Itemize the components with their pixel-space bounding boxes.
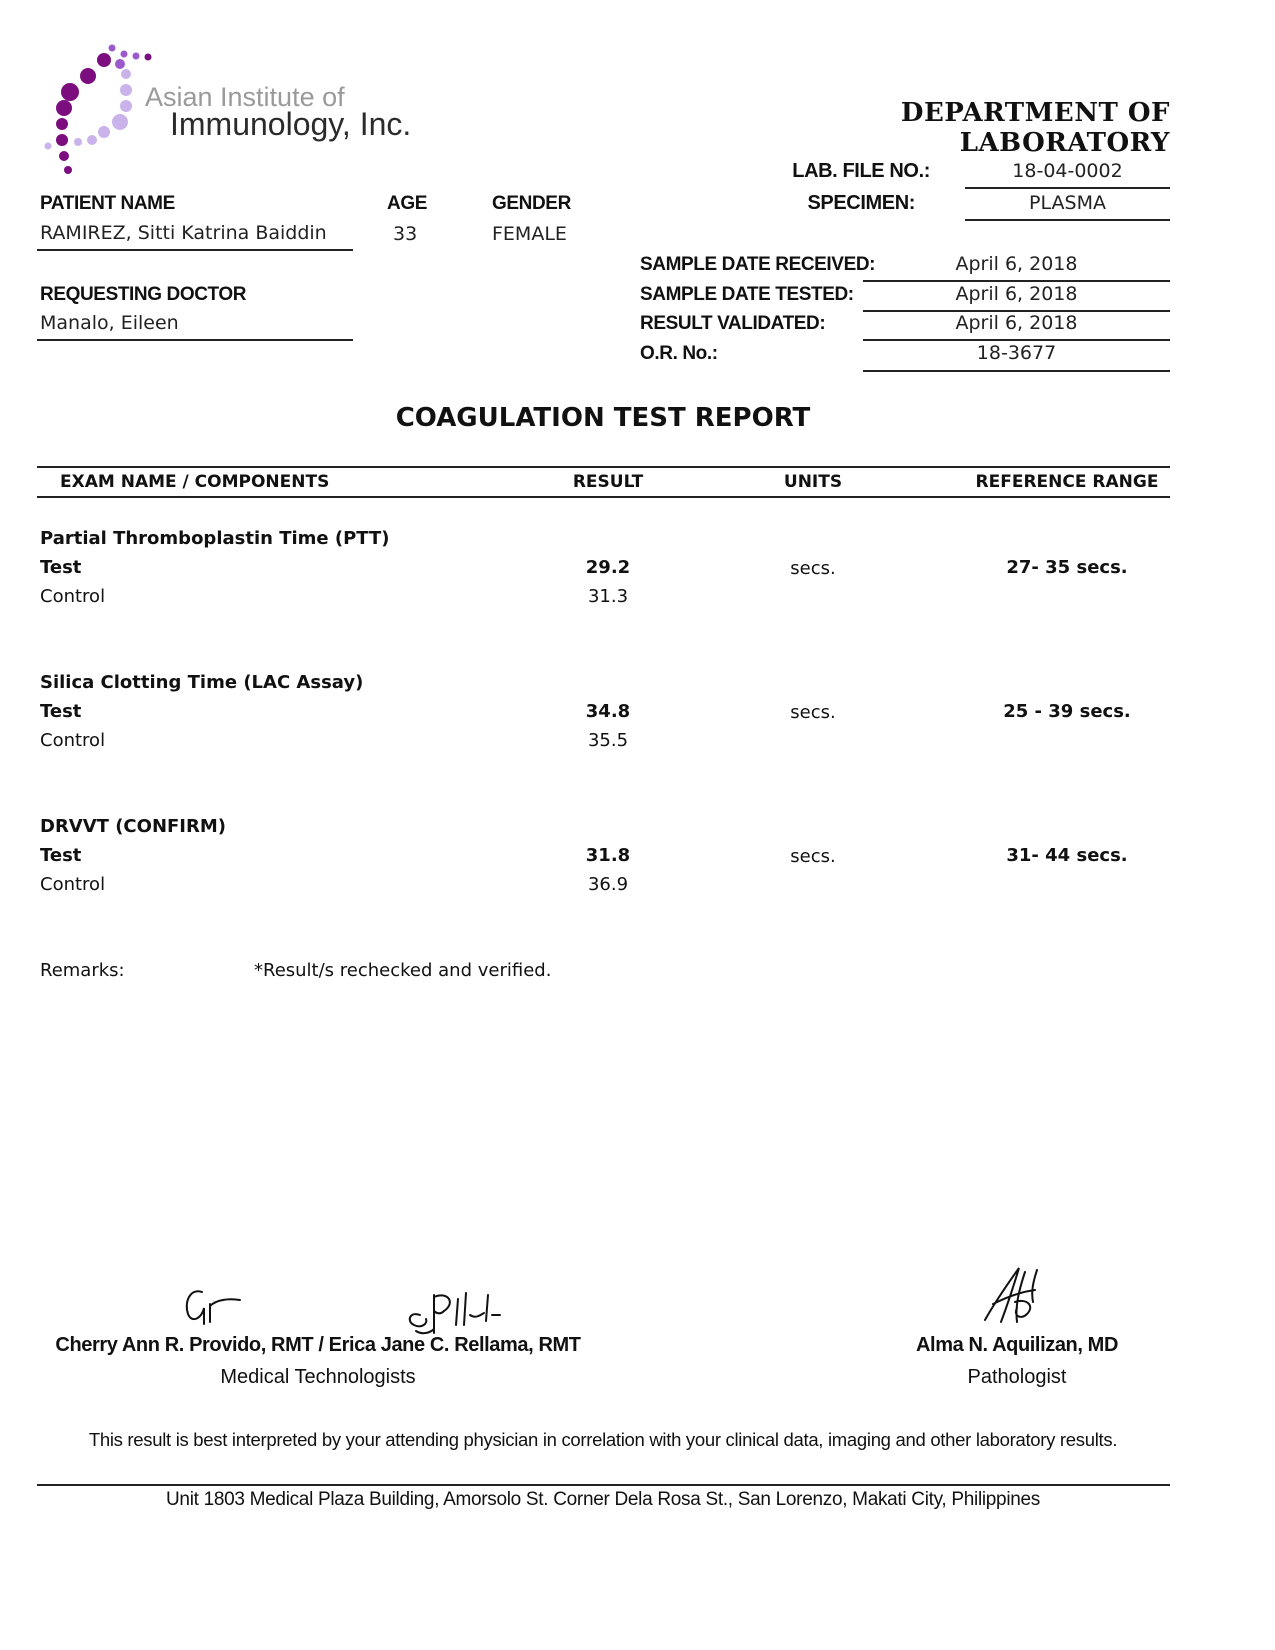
or-value: 18-3677 (863, 342, 1170, 372)
patient-name-label: PATIENT NAME (40, 193, 175, 214)
test-result: 31.8 (585, 845, 631, 866)
gender-label: GENDER (492, 193, 571, 214)
report-title: COAGULATION TEST REPORT (395, 403, 811, 433)
age-value: 33 (393, 223, 418, 245)
age-label: AGE (387, 193, 427, 214)
header-units: UNITS (783, 472, 843, 492)
control-result: 35.5 (587, 730, 629, 751)
exam-name: DRVVT (CONFIRM) (40, 816, 227, 837)
reference-range: 25 - 39 secs. (1003, 701, 1131, 722)
medtech-names: Cherry Ann R. Provido, RMT / Erica Jane C. Rellama, RMT (55, 1334, 581, 1356)
control-result: 31.3 (587, 586, 629, 607)
table-row (40, 816, 1170, 906)
control-label: Control (40, 586, 106, 607)
test-units: secs. (790, 702, 836, 723)
table-row (40, 672, 1170, 762)
test-result: 34.8 (585, 701, 631, 722)
gender-value: FEMALE (492, 223, 567, 245)
footer-address: Unit 1803 Medical Plaza Building, Amorsolo St. Corner Dela Rosa St., San Lorenzo, Makati City, Philippines (166, 1489, 1040, 1510)
logo-line-2: Immunology, Inc. (170, 106, 412, 142)
doctor-label: REQUESTING DOCTOR (40, 284, 247, 305)
patient-name-value: RAMIREZ, Sitti Katrina Baiddin (37, 222, 353, 251)
pathologist-signature (975, 1262, 1055, 1332)
pathologist-title: Pathologist (967, 1366, 1067, 1388)
doctor-value: Manalo, Eileen (37, 312, 353, 341)
disclaimer: This result is best interpreted by your attending physician in correlation with your clinical data, imaging and other laboratory results. (88, 1429, 1118, 1450)
exam-name: Silica Clotting Time (LAC Assay) (40, 672, 364, 693)
header-exam: EXAM NAME / COMPONENTS (60, 472, 330, 492)
specimen-value: PLASMA (965, 192, 1170, 221)
lab-file-label: LAB. FILE NO.: (792, 160, 930, 182)
test-units: secs. (790, 846, 836, 867)
table-row (40, 528, 1170, 618)
pathologist-name: Alma N. Aquilizan, MD (916, 1334, 1118, 1356)
exam-name: Partial Thromboplastin Time (PTT) (40, 528, 390, 549)
lab-file-value: 18-04-0002 (965, 160, 1170, 189)
control-label: Control (40, 730, 106, 751)
tested-label: SAMPLE DATE TESTED: (640, 284, 854, 305)
test-result: 29.2 (585, 557, 631, 578)
test-label: Test (40, 557, 82, 578)
header-result: RESULT (572, 472, 644, 492)
validated-label: RESULT VALIDATED: (640, 313, 826, 334)
control-result: 36.9 (587, 874, 629, 895)
department-title: DEPARTMENT OF LABORATORY (900, 98, 1170, 158)
remarks-label: Remarks: (40, 960, 125, 981)
logo (40, 40, 440, 180)
reference-range: 27- 35 secs. (1006, 557, 1128, 578)
footer-divider (37, 1484, 1170, 1486)
specimen-label: SPECIMEN: (807, 192, 915, 214)
test-units: secs. (790, 558, 836, 579)
medtech-signature-1 (180, 1284, 260, 1334)
validated-value: April 6, 2018 (863, 312, 1170, 341)
medtech-title: Medical Technologists (220, 1366, 416, 1388)
control-label: Control (40, 874, 106, 895)
header-range: REFERENCE RANGE (975, 472, 1159, 492)
received-label: SAMPLE DATE RECEIVED: (640, 254, 876, 275)
or-label: O.R. No.: (640, 343, 718, 364)
medtech-signature-2 (400, 1285, 510, 1340)
table-header (37, 466, 1170, 498)
tested-value: April 6, 2018 (863, 283, 1170, 312)
test-label: Test (40, 701, 82, 722)
logo-line-1: Asian Institute of (145, 82, 345, 112)
reference-range: 31- 44 secs. (1006, 845, 1128, 866)
test-label: Test (40, 845, 82, 866)
received-value: April 6, 2018 (863, 253, 1170, 282)
remarks-text: *Result/s rechecked and verified. (254, 960, 552, 981)
